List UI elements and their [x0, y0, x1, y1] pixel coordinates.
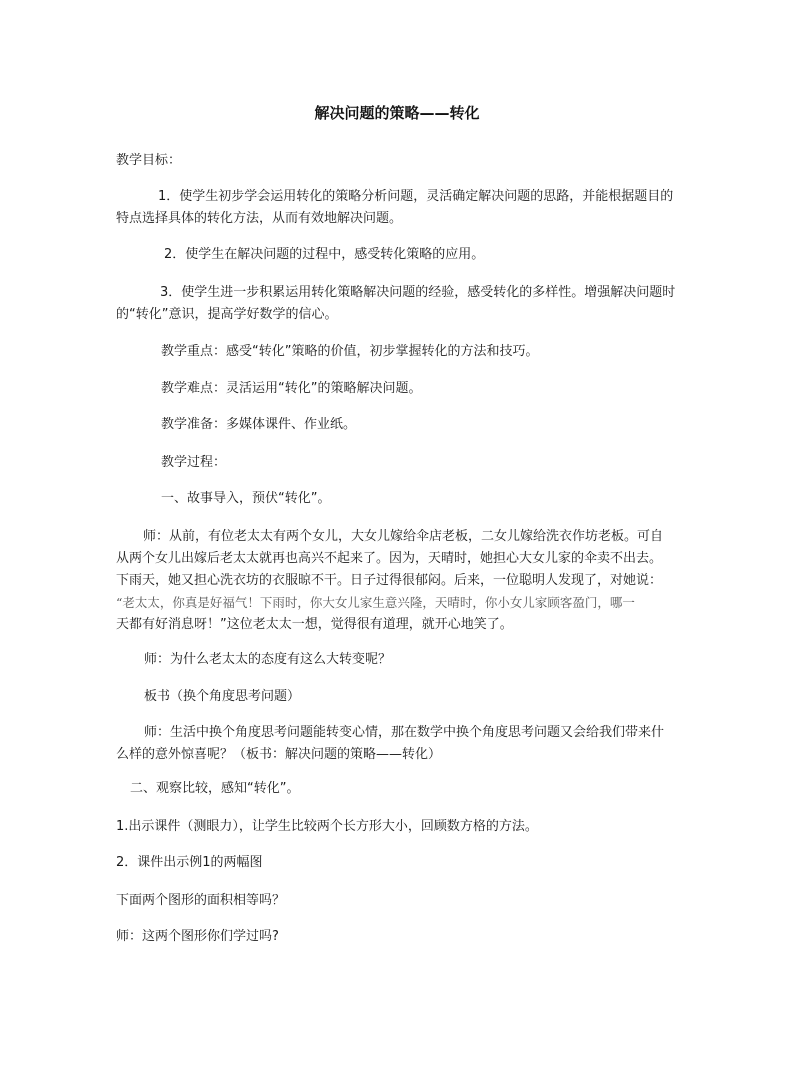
- story-line-4: “老太太，你真是好福气！下雨时，你大女儿家生意兴隆，天晴时，你小女儿家顾客盈门，哪一: [116, 595, 635, 610]
- story-line-3: 下雨天，她又担心洗衣坊的衣服晾不干。日子过得很郁闷。后来，一位聪明人发现了，对她说：: [116, 573, 663, 588]
- teacher-paragraph: [116, 722, 682, 766]
- document-title: 解决问题的策略——转化: [314, 104, 480, 122]
- teacher-line-1: 师：生活中换个角度思考问题能转变心情，那在数学中换个角度思考问题又会给我们带来什: [144, 725, 665, 740]
- objective-1: [116, 186, 682, 230]
- difficulty: 教学难点：灵活运用“转化”的策略解决问题。: [161, 381, 422, 396]
- section-1-heading: 一、故事导入，预伏“转化”。: [161, 491, 331, 506]
- objective-3-line-2: 的“转化”意识，提高学好数学的信心。: [116, 307, 338, 322]
- question-2: 下面两个图形的面积相等吗？: [116, 893, 286, 908]
- board-note-1: 板书（换个角度思考问题）: [144, 689, 301, 704]
- question-1: 师：为什么老太太的态度有这么大转变呢？: [144, 652, 392, 667]
- story-line-1: 师：从前，有位老太太有两个女儿，大女儿嫁给伞店老板，二女儿嫁给洗衣作坊老板。可自: [143, 529, 664, 544]
- objective-1-line-2: 特点选择具体的转化方法，从而有效地解决问题。: [116, 211, 403, 226]
- story-line-2: 从两个女儿出嫁后老太太就再也高兴不起来了。因为，天晴时，她担心大女儿家的伞卖不出去。: [116, 551, 663, 566]
- step-1: 1.出示课件（测眼力），让学生比较两个长方形大小，回顾数方格的方法。: [116, 819, 538, 834]
- preparation: 教学准备：多媒体课件、作业纸。: [161, 417, 357, 432]
- objective-3-line-1: 3．使学生进一步积累运用转化策略解决问题的经验，感受转化的多样性。增强解决问题时: [160, 285, 676, 300]
- step-2: 2．课件出示例1的两幅图: [116, 855, 263, 870]
- objective-3: [116, 282, 682, 326]
- story-line-5: 天都有好消息呀！”这位老太太一想，觉得很有道理，就开心地笑了。: [116, 617, 513, 632]
- question-3: 师：这两个图形你们学过吗?: [116, 929, 279, 944]
- teacher-line-2: 么样的意外惊喜呢？（板书：解决问题的策略——转化）: [116, 747, 442, 762]
- objective-2: 2．使学生在解决问题的过程中，感受转化策略的应用。: [164, 247, 485, 262]
- process-heading: 教学过程：: [161, 455, 227, 470]
- objectives-heading: 教学目标：: [116, 153, 182, 168]
- key-point: 教学重点：感受“转化”策略的价值，初步掌握转化的方法和技巧。: [161, 344, 539, 359]
- story-paragraph: [116, 526, 682, 636]
- section-2-heading: 二、观察比较，感知“转化”。: [130, 781, 300, 796]
- objective-1-line-1: 1．使学生初步学会运用转化的策略分析问题，灵活确定解决问题的思路，并能根据题目的: [158, 189, 674, 204]
